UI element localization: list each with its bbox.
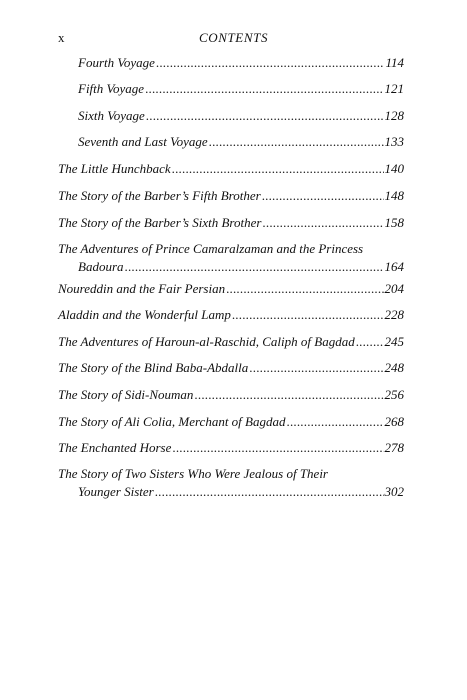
toc-entry-fifth-voyage[interactable] (78, 80, 404, 98)
toc-entry-title: The Adventures of Haroun-al-Raschid, Caliph of Bagdad (58, 334, 355, 349)
dot-leader (172, 160, 384, 178)
dot-leader (194, 386, 383, 404)
toc-entry-title: The Story of the Barber’s Sixth Brother (58, 215, 262, 230)
toc-entry-page: 245 (384, 334, 404, 349)
toc-entry-page: 256 (384, 387, 404, 402)
dot-leader (356, 333, 384, 351)
dot-leader (156, 54, 385, 72)
toc-entry-title: Noureddin and the Fair Persian (58, 281, 226, 296)
dot-leader (209, 133, 384, 151)
toc-entry-title: The Story of the Blind Baba-Abdalla (58, 360, 249, 375)
dot-leader (249, 359, 383, 377)
toc-entry-seventh-voyage[interactable] (78, 133, 404, 151)
dot-leader (172, 439, 383, 457)
page-number: x (58, 30, 65, 45)
running-head: CONTENTS (198, 30, 269, 45)
toc-entry-title: Aladdin and the Wonderful Lamp (58, 307, 231, 322)
toc-entry-page: 248 (384, 360, 404, 375)
toc-entry-barbers-fifth-brother[interactable] (58, 187, 404, 205)
toc-entry-enchanted-horse[interactable] (58, 439, 404, 457)
toc-entry-haroun-al-raschid[interactable] (58, 333, 404, 351)
toc-entry-blind-baba-abdalla[interactable] (58, 359, 404, 377)
toc-entry-title: Fourth Voyage (78, 55, 155, 70)
toc-entry-page: 164 (384, 259, 404, 274)
toc-entry-sixth-voyage[interactable] (78, 107, 404, 125)
toc-entry-little-hunchback[interactable] (58, 160, 404, 178)
dot-leader (232, 306, 384, 324)
toc-entry-title: Fifth Voyage (78, 81, 145, 96)
toc-entry-prince-camaralzaman[interactable] (58, 240, 404, 276)
dot-leader (125, 258, 384, 276)
toc-entry-title: Seventh and Last Voyage (78, 134, 208, 149)
toc-entry-fourth-voyage[interactable] (78, 54, 404, 72)
dot-leader (287, 413, 384, 431)
toc-entry-title: The Enchanted Horse (58, 440, 172, 455)
toc-entry-page: 128 (384, 108, 404, 123)
toc-entry-page: 204 (384, 281, 404, 296)
toc-entry-title-continued: Younger Sister (78, 484, 154, 499)
dot-leader (262, 214, 383, 232)
dot-leader (155, 483, 384, 501)
toc-entry-title: The Story of Ali Colia, Merchant of Bagdad (58, 414, 286, 429)
toc-entry-page: 133 (384, 134, 404, 149)
toc-entry-ali-colia[interactable] (58, 413, 404, 431)
toc-entry-title-continued: Badoura (78, 259, 124, 274)
dot-leader (145, 80, 383, 98)
toc-entry-page: 268 (384, 414, 404, 429)
toc-entry-sidi-nouman[interactable] (58, 386, 404, 404)
toc-entry-two-sisters[interactable] (58, 465, 404, 501)
toc-entry-title-line: The Adventures of Prince Camaralzaman and the Princess (58, 241, 364, 256)
toc-entry-page: 114 (385, 55, 404, 70)
toc-entry-page: 158 (384, 215, 404, 230)
toc-entry-page: 302 (384, 484, 404, 499)
toc-entry-barbers-sixth-brother[interactable] (58, 214, 404, 232)
toc-entry-page: 140 (384, 161, 404, 176)
toc-entry-title-line: The Story of Two Sisters Who Were Jealous of Their (58, 466, 328, 481)
dot-leader (146, 107, 384, 125)
toc-entry-page: 278 (384, 440, 404, 455)
dot-leader (262, 187, 384, 205)
dot-leader (226, 280, 383, 298)
page-header (58, 30, 409, 48)
toc-entry-title: The Story of Sidi-Nouman (58, 387, 194, 402)
toc-entry-noureddin[interactable] (58, 280, 404, 298)
toc-entry-page: 228 (384, 307, 404, 322)
toc-entry-title: The Little Hunchback (58, 161, 171, 176)
toc-entry-page: 121 (384, 81, 404, 96)
toc-entry-title: The Story of the Barber’s Fifth Brother (58, 188, 261, 203)
toc-entry-title: Sixth Voyage (78, 108, 145, 123)
toc-entry-page: 148 (384, 188, 404, 203)
toc-entry-aladdin[interactable] (58, 306, 404, 324)
